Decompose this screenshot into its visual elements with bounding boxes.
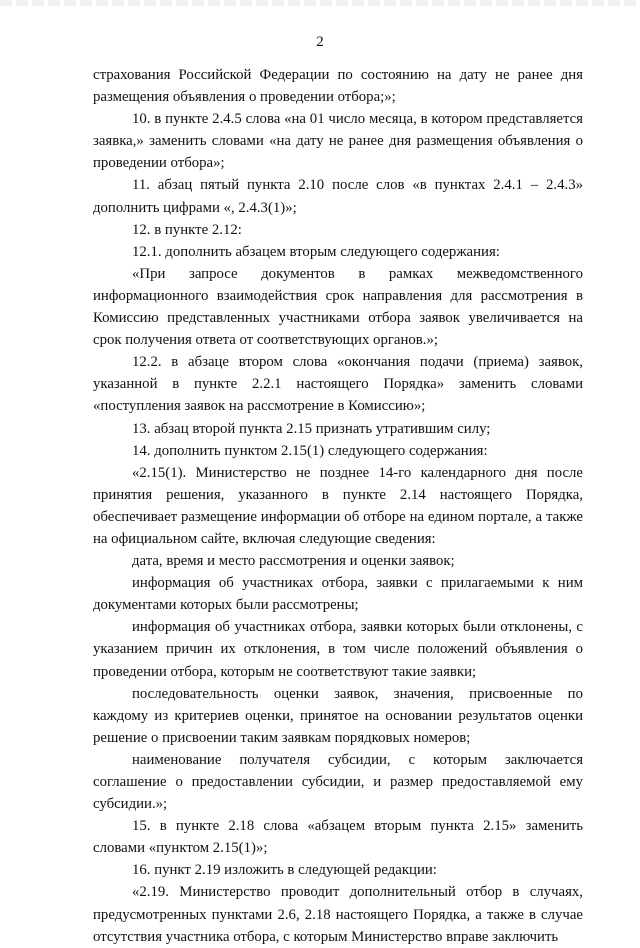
- scan-edge-artifact: [0, 0, 640, 6]
- paragraph: страхования Российской Федерации по состоянию на дату не ранее дня размещения объявления о проведении отбора;»;: [93, 67, 583, 106]
- paragraph: 12.1. дополнить абзацем вторым следующего содержания:: [132, 243, 500, 260]
- paragraph: информация об участниках отбора, заявки с прилагаемыми к ним документами которых были рассмотрены;: [93, 575, 583, 614]
- paragraph: 16. пункт 2.19 изложить в следующей редакции:: [132, 862, 437, 879]
- paragraph: информация об участниках отбора, заявки которых были отклонены, с указанием причин их отклонения, в том числе положений объявления о проведении отбора, которым не соответствуют такие заявки;: [93, 619, 583, 680]
- paragraph: «2.15(1). Министерство не позднее 14-го календарного дня после принятия решения, указанного в пункте 2.14 настоящего Порядка, обеспечивает размещение информации об отборе на едином портале, а также на официальном сайте, включая следующие сведения:: [93, 464, 583, 547]
- paragraph: дата, время и место рассмотрения и оценки заявок;: [132, 553, 455, 570]
- paragraph: 15. в пункте 2.18 слова «абзацем вторым пункта 2.15» заменить словами «пунктом 2.15(1)»;: [93, 818, 583, 857]
- paragraph: 12.2. в абзаце втором слова «окончания подачи (приема) заявок, указанной в пункте 2.2.1 настоящего Порядка» заменить словами «поступления заявок на рассмотрение в Комиссию»;: [93, 354, 583, 415]
- paragraph: 13. абзац второй пункта 2.15 признать утратившим силу;: [132, 420, 491, 437]
- document-body: [93, 64, 583, 948]
- paragraph: 10. в пункте 2.4.5 слова «на 01 число месяца, в котором представляется заявка,» заменить словами «на дату не ранее дня размещения объявления о проведении отбора»;: [93, 111, 583, 172]
- page-number: 2: [316, 34, 324, 50]
- paragraph: 11. абзац пятый пункта 2.10 после слов «в пунктах 2.4.1 – 2.4.3» дополнить цифрами «, 2.4.3(1)»;: [93, 177, 583, 216]
- paragraph: «При запросе документов в рамках межведомственного информационного взаимодействия срок направления для рассмотрения в Комиссию представленных участниками отбора заявок увеличивается на срок получения ответа от соответствующих органов.»;: [93, 265, 583, 349]
- paragraph: «2.19. Министерство проводит дополнительный отбор в случаях, предусмотренных пунктами 2.6, 2.18 настоящего Порядка, а также в случае отсутствия участника отбора, с которым Министерство вправе заключить: [93, 884, 583, 945]
- paragraph: наименование получателя субсидии, с которым заключается соглашение о предоставлении субсидии, и размер предоставляемой ему субсидии.»;: [93, 751, 583, 813]
- paragraph: 12. в пункте 2.12:: [132, 221, 242, 238]
- paragraph: 14. дополнить пунктом 2.15(1) следующего содержания:: [132, 442, 488, 459]
- paragraph: последовательность оценки заявок, значения, присвоенные по каждому из критериев оценки, принятое на основании результатов оценки решение о присвоении таким заявкам порядковых номеров;: [93, 685, 583, 746]
